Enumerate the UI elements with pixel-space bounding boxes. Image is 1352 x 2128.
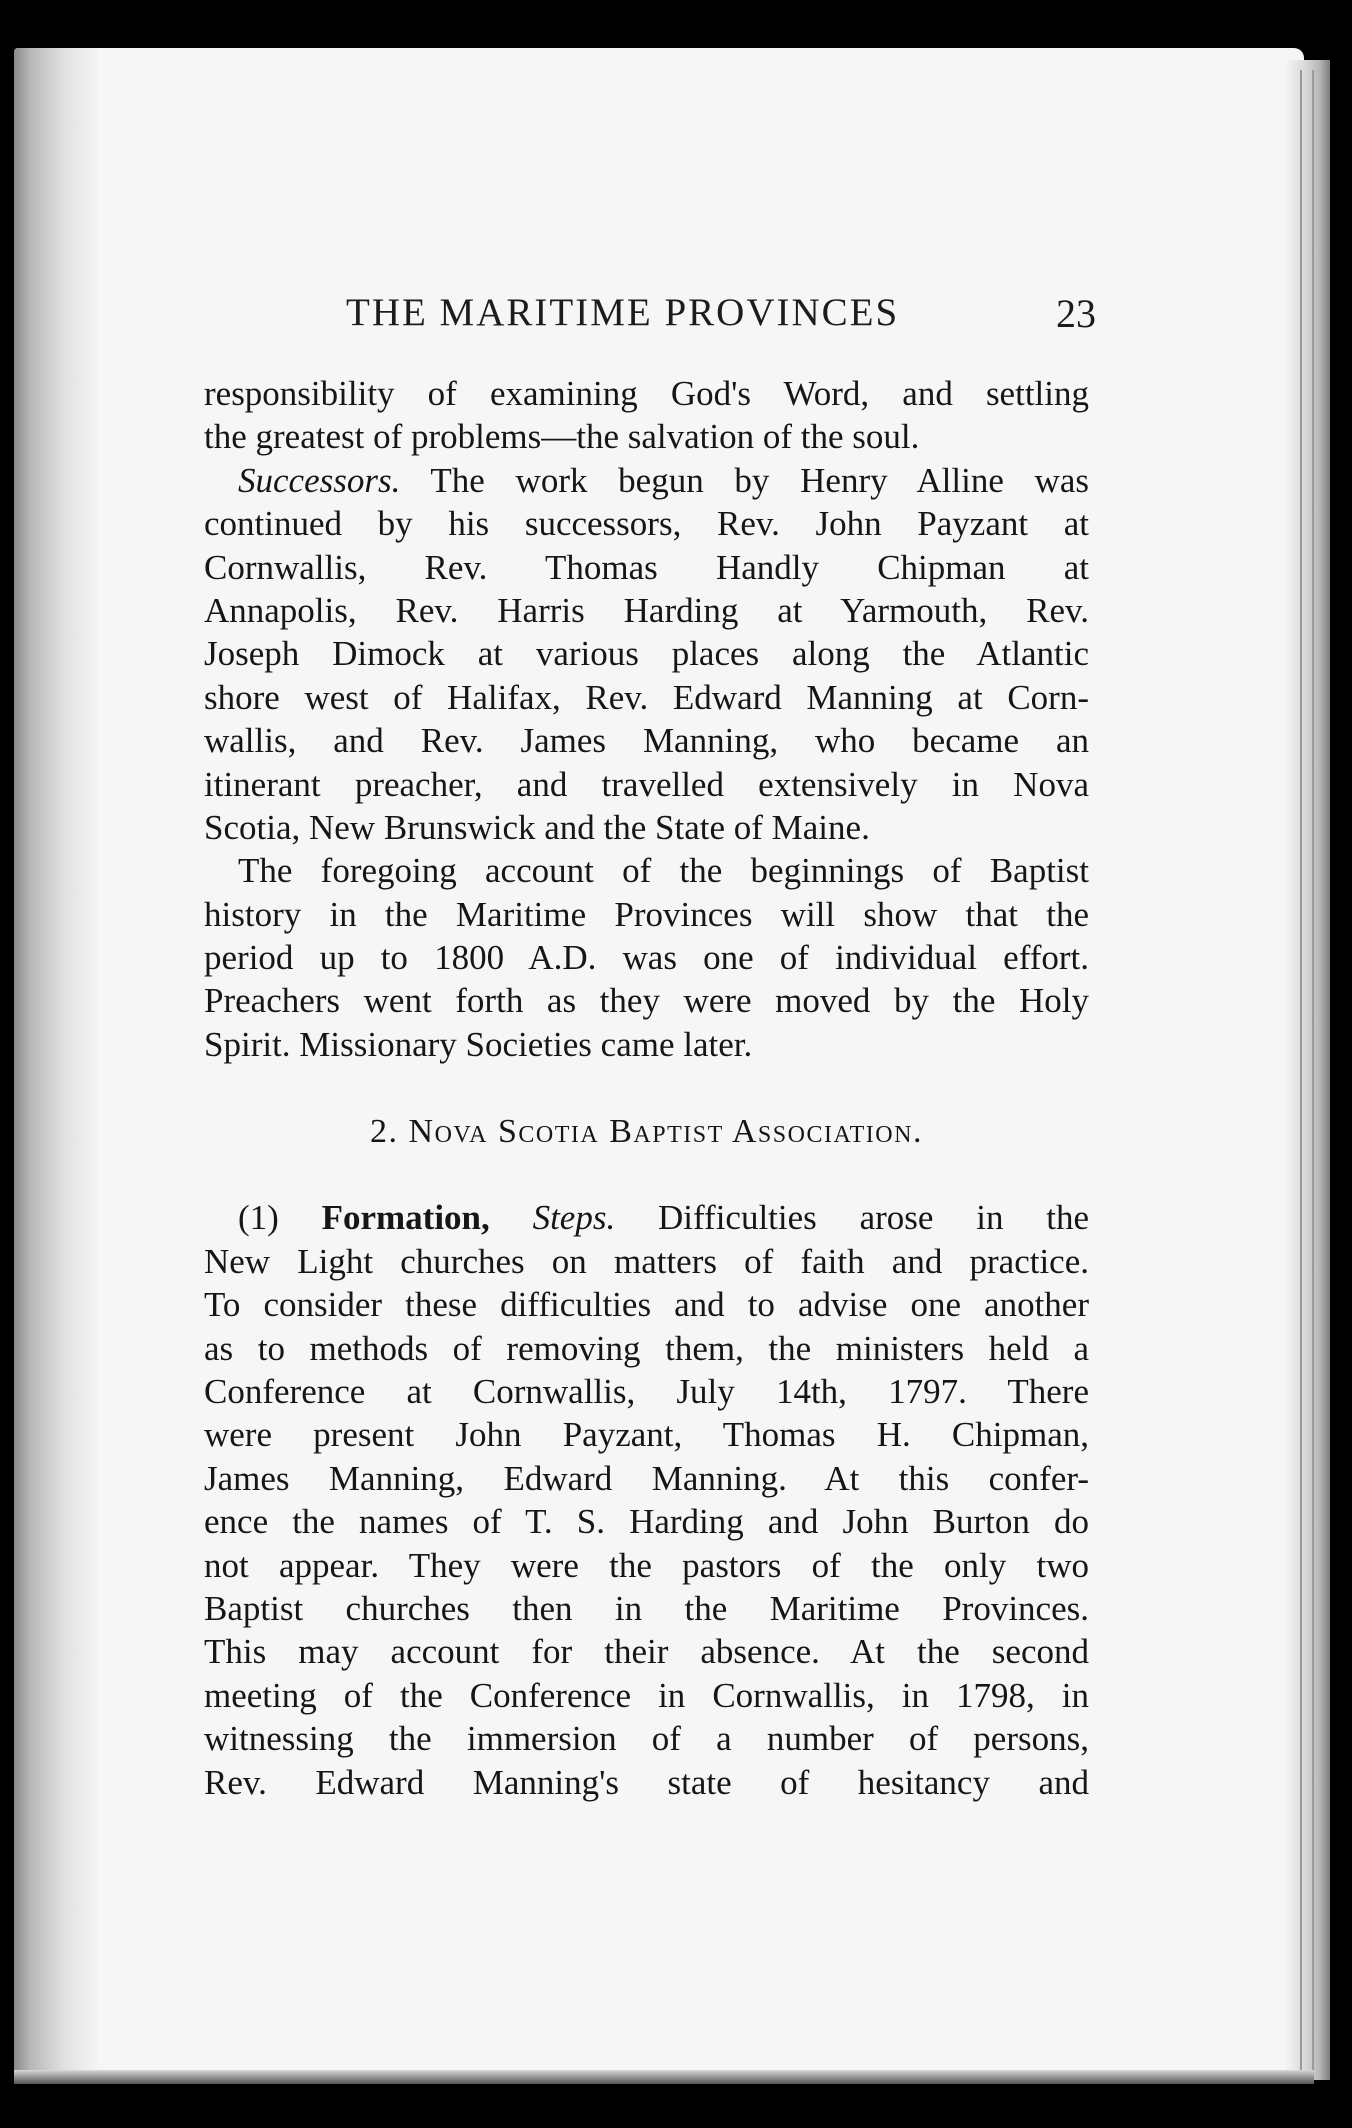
page-number: 23 (1056, 291, 1096, 336)
text-line: the greatest of problems—the salvation of the soul. (204, 417, 920, 457)
paragraph-formation-first-line (204, 1196, 1089, 1239)
run-in-heading-bold: Formation, (278, 1198, 490, 1238)
text-line: This may account for their absence. At the second (204, 1632, 1089, 1672)
text-run: The work begun by Henry Alline was (400, 460, 1089, 500)
paragraph-successors-first-line (204, 459, 1089, 502)
list-number: (1) (238, 1198, 279, 1238)
text-line: Rev. Edward Manning's state of hesitancy and (204, 1762, 1089, 1802)
text-line: not appear. They were the pastors of the only two (204, 1545, 1089, 1585)
spacer (204, 1153, 1089, 1196)
running-title: THE MARITIME PROVINCES (346, 291, 900, 334)
text-line: Scotia, New Brunswick and the State of Maine. (204, 807, 870, 847)
page-edge-line (1312, 70, 1314, 2070)
text-line: Baptist churches then in the Maritime Provinces. (204, 1588, 1089, 1628)
run-in-heading: Successors. (238, 460, 401, 500)
text-line: ence the names of T. S. Harding and John Burton do (204, 1502, 1089, 1542)
text-line: Conference at Cornwallis, July 14th, 1797. There (204, 1371, 1089, 1411)
text-line: Preachers went forth as they were moved by the Holy (204, 981, 1089, 1021)
text-line: Joseph Dimock at various places along the Atlantic (204, 634, 1089, 674)
text-line: period up to 1800 A.D. was one of individual effort. (204, 938, 1089, 978)
text-line: history in the Maritime Provinces will show that the (204, 894, 1089, 934)
page-gutter-shadow (14, 48, 98, 2082)
running-header (346, 290, 1096, 340)
text-line: Cornwallis, Rev. Thomas Handly Chipman at (204, 547, 1089, 587)
text-line: wallis, and Rev. James Manning, who became an (204, 721, 1089, 761)
text-line: meeting of the Conference in Cornwallis, in 1798, in (204, 1675, 1089, 1715)
text-line: James Manning, Edward Manning. At this confer- (204, 1458, 1089, 1498)
text-line: were present John Payzant, Thomas H. Chipman, (204, 1415, 1089, 1455)
text-run: Difficulties arose in the (615, 1198, 1089, 1238)
page-bottom-shadow (14, 2070, 1314, 2084)
spacer (204, 1066, 1089, 1109)
text-line: responsibility of examining God's Word, and settling (204, 374, 1089, 413)
text-line: Annapolis, Rev. Harris Harding at Yarmouth, Rev. (204, 590, 1089, 630)
text-line: shore west of Halifax, Rev. Edward Manning at Corn- (204, 677, 1089, 717)
text-line: The foregoing account of the beginnings of Baptist (238, 851, 1089, 891)
body-text (204, 372, 1089, 1804)
text-line: witnessing the immersion of a number of persons, (204, 1719, 1089, 1759)
text-line: To consider these difficulties and to advise one another (204, 1285, 1089, 1325)
run-in-heading-italic: Steps. (489, 1198, 616, 1238)
section-heading: 2. Nova Scotia Baptist Association. (370, 1112, 923, 1150)
page-edge-line (1300, 70, 1302, 2070)
text-line: as to methods of removing them, the ministers held a (204, 1328, 1089, 1368)
page-edges (1286, 60, 1330, 2080)
text-line: Spirit. Missionary Societies came later. (204, 1024, 753, 1064)
text-line: New Light churches on matters of faith and practice. (204, 1241, 1089, 1281)
text-line: continued by his successors, Rev. John Payzant at (204, 504, 1089, 544)
text-line: itinerant preacher, and travelled extensively in Nova (204, 764, 1089, 804)
